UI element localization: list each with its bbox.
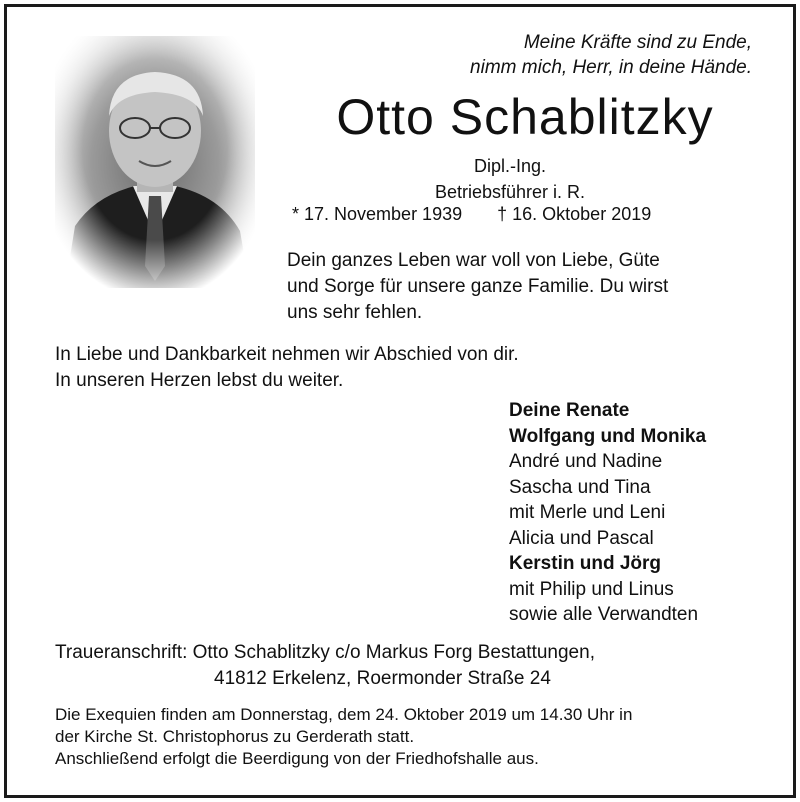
family-member: Deine Renate (509, 400, 630, 421)
text-line: Anschließend erfolgt die Beerdigung von der Friedhofshalle aus. (55, 749, 539, 768)
text-line: uns sehr fehlen. (287, 302, 423, 323)
family-member: Wolfgang und Monika (509, 425, 707, 447)
portrait-figure (55, 36, 255, 288)
motto-verse (470, 30, 752, 80)
text-line: In Liebe und Dankbarkeit nehmen wir Abschied von dir. (55, 344, 519, 365)
family-list (509, 398, 706, 628)
family-member: sowie alle Verwandten (509, 604, 699, 625)
address-line: 41812 Erkelenz, Roermonder Straße 24 (214, 668, 551, 689)
title-degree: Dipl.-Ing. (473, 156, 547, 176)
text-line: und Sorge für unsere ganze Familie. Du wirst (287, 276, 669, 297)
motto-line: Meine Kräfte sind zu Ende, (523, 32, 752, 53)
farewell-text (55, 342, 519, 394)
family-member: Sascha und Tina (509, 476, 651, 498)
family-member: mit Merle und Leni (509, 502, 666, 523)
family-member: André und Nadine (509, 451, 663, 472)
text-line: der Kirche St. Christophorus zu Gerderath statt. (55, 727, 415, 746)
birth-date: * 17. November 1939 (292, 204, 463, 224)
portrait-photo (55, 36, 255, 288)
deceased-name: Otto Schablitzky (336, 89, 714, 145)
family-member: Kerstin und Jörg (509, 553, 662, 574)
motto-line: nimm mich, Herr, in deine Hände. (470, 57, 752, 78)
mourning-address (55, 640, 745, 692)
life-dates (292, 204, 651, 225)
death-date: † 16. Oktober 2019 (497, 204, 652, 224)
text-line: Die Exequien finden am Donnerstag, dem 24. Oktober 2019 um 14.30 Uhr in (55, 705, 633, 724)
family-member: mit Philip und Linus (509, 578, 674, 600)
deceased-titles (300, 153, 720, 205)
address-line: Traueranschrift: Otto Schablitzky c/o Markus Forg Bestattungen, (55, 642, 595, 663)
text-line: In unseren Herzen lebst du weiter. (55, 370, 344, 391)
life-text (287, 248, 762, 326)
family-member: Alicia und Pascal (509, 527, 654, 549)
funeral-notice (55, 704, 775, 770)
text-line: Dein ganzes Leben war voll von Liebe, Güte (287, 250, 660, 271)
title-occupation: Betriebsführer i. R. (434, 182, 586, 202)
